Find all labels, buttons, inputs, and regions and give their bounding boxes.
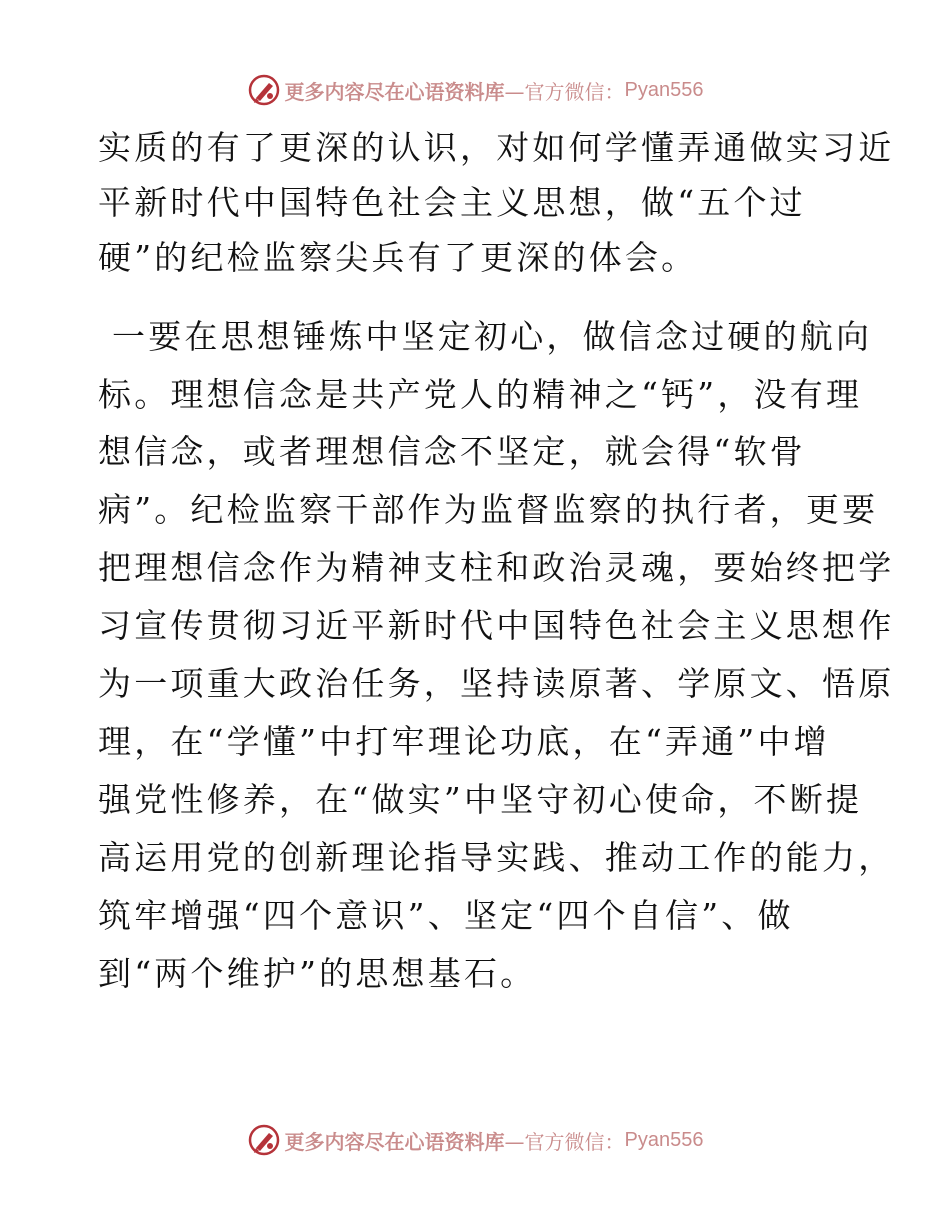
- watermark-text: 更多内容尽在心语资料库: [284, 79, 505, 104]
- text-line: 到“两个维护”的思想基石。: [98, 954, 537, 993]
- text-line: 把理想信念作为精神支柱和政治灵魂，要始终把学: [98, 548, 895, 587]
- text-line: 筑牢增强“四个意识”、坚定“四个自信”、做: [98, 896, 794, 935]
- watermark-sub: —官方微信：: [504, 1129, 625, 1154]
- watermark-id: Pyan556: [624, 1128, 704, 1151]
- text-line: 硬”的纪检监察尖兵有了更深的体会。: [98, 238, 698, 277]
- text-line: 习宣传贯彻习近平新时代中国特色社会主义思想作: [98, 606, 895, 645]
- text-line: 为一项重大政治任务，坚持读原著、学原文、悟原: [98, 664, 895, 703]
- text-line: 平新时代中国特色社会主义思想，做“五个过: [98, 183, 806, 222]
- text-line: 理，在“学懂”中打牢理论功底，在“弄通”中增: [98, 722, 830, 761]
- watermark-sub: —官方微信：: [504, 79, 625, 104]
- footer-watermark: [0, 1120, 950, 1160]
- text-line: 病”。纪检监察干部作为监督监察的执行者，更要: [98, 490, 879, 529]
- text-line: 标。理想信念是共产党人的精神之“钙”，没有理: [98, 375, 863, 414]
- watermark-text: 更多内容尽在心语资料库: [284, 1129, 505, 1154]
- text-line: 一要在思想锤炼中坚定初心，做信念过硬的航向: [112, 317, 873, 356]
- text-line: 高运用党的创新理论指导实践、推动工作的能力，: [98, 838, 895, 877]
- text-line: 想信念，或者理想信念不坚定，就会得“软骨: [98, 432, 806, 471]
- pen-logo-icon: [247, 1123, 281, 1157]
- text-line: 强党性修养，在“做实”中坚守初心使命，不断提: [98, 780, 863, 819]
- text-line: 实质的有了更深的认识，对如何学懂弄通做实习近: [98, 128, 895, 167]
- watermark-id: Pyan556: [624, 78, 704, 101]
